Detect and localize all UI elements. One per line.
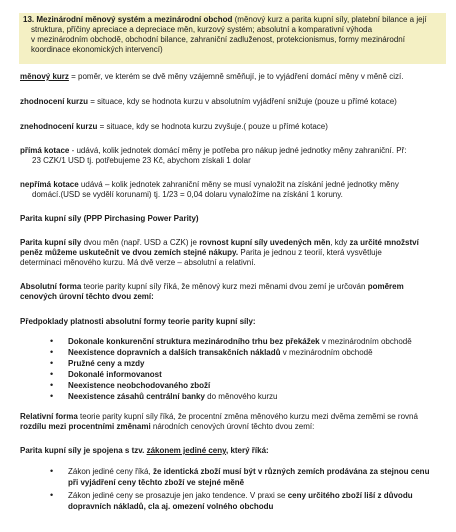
header-line-3: v mezinárodním obchodě, obchodní bilance, zahraniční zadluženost, protekcionismus, formy mezinárodní: [31, 35, 405, 44]
topic-title: 13. Mezinárodní měnový systém a mezinárodní obchod: [23, 15, 233, 24]
neprima-kotace-line-1: [20, 180, 445, 190]
zakon-list: [48, 466, 438, 512]
znehodnoceni-definition: [20, 122, 445, 132]
ppp-line-3: determinaci měnového kurzu. Má dvě verze – absolutní a relativní.: [20, 258, 256, 267]
neprima-kotace-line-2: domácí.(USD se vydělí korunami) tj. 1/23 = 0,04 dolaru vynaložíme na získání 1 koruny.: [32, 190, 343, 199]
neprima-kotace-definition: [20, 180, 445, 200]
header-line-1: [23, 15, 442, 25]
ppp-line-1: Parita kupní síly dvou měn (např. USD a CZK) je rovnost kupní síly uvedených měn, kdy za určité množství: [20, 238, 419, 247]
ppp-heading: Parita kupní síly (PPP Pirchasing Power Parity): [20, 214, 199, 223]
zhodnoceni-definition: [20, 97, 445, 107]
topic-header: [19, 13, 446, 64]
relativni-line-1: Relativní forma teorie parity kupní síly říká, že procentní změna měnového kurzu mezi dvěma zeměmi se rovná: [20, 412, 418, 421]
header-line-2: struktura, příčiny apreciace a depreciace měn, kurzový systém; absolutní a komparativní výhoda: [31, 25, 373, 34]
prima-kotace-term: přímá kotace: [20, 146, 70, 155]
menovy-kurz-text: = poměr, ve kterém se dvě měny vzájemně směňují, je to vyjádření domácí měny v měně cizí.: [68, 72, 404, 81]
menovy-kurz-definition: [20, 72, 445, 82]
absolutni-line-2: cenových úrovní těchto dvou zemí:: [20, 292, 154, 301]
prima-kotace-definition: [20, 146, 445, 166]
list-item: • Zákon jediné ceny se prosazuje jen jako tendence. V praxi se ceny určitého zboží liší z důvodu dopravních nákladů, cla aj. omezení volného obchodu: [48, 490, 438, 512]
zakon-jedine-ceny-term: zákonem jediné ceny: [146, 446, 226, 455]
prima-kotace-line-1: [20, 146, 445, 156]
absolutni-line-1: Absolutní forma teorie parity kupní síly říká, že měnový kurz mezi měnami dvou zemí je určován poměrem: [20, 282, 404, 291]
list-item: • Pružné ceny a mzdy: [48, 358, 438, 369]
list-item: • Dokonale konkurenční struktura mezinárodního trhu bez překážek v mezinárodním obchodě: [48, 336, 438, 347]
znehodnoceni-text: = situace, kdy se hodnota kurzu zvyšuje.( pouze u přímé kotace): [97, 122, 328, 131]
zakon-jedine-ceny-paragraph: Parita kupní síly je spojena s tzv. zákonem jediné ceny, který říká:: [20, 446, 269, 455]
predpoklady-list: [48, 336, 438, 402]
header-line-1-rest: (měnový kurz a parita kupní síly, platební bilance a její: [232, 15, 427, 24]
ppp-paragraph: [20, 238, 445, 268]
menovy-kurz-term: měnový kurz: [20, 72, 69, 81]
prima-kotace-line-2: 23 CZK/1 USD tj. potřebujeme 23 Kč, abychom získali 1 dolar: [32, 156, 251, 165]
absolutni-forma-paragraph: [20, 282, 445, 302]
header-line-4: koordinace ekonomických intervencí): [31, 45, 163, 54]
list-item: • Neexistence zásahů centrální banky do měnového kurzu: [48, 391, 438, 402]
prima-kotace-text: - udává, kolik jednotek domácí měny je potřeba pro nákup jedné jednotky měny zahraniční. Př:: [69, 146, 407, 155]
znehodnoceni-term: znehodnocení kurzu: [20, 122, 98, 131]
neprima-kotace-term: nepřímá kotace: [20, 180, 79, 189]
list-item: • Neexistence neobchodovaného zboží: [48, 380, 438, 391]
neprima-kotace-text: udává – kolik jednotek zahraniční měny se musí vynaložit na získání jedné jednotky měny: [78, 180, 399, 189]
list-item: • Zákon jediné ceny říká, že identická zboží musí být v různých zemích prodávána za stejnou cenu při vyjádření ceny těchto zboží ve stejné měně: [48, 466, 438, 488]
zhodnoceni-text: = situace, kdy se hodnota kurzu v absolutním vyjádření snižuje (pouze u přímé kotace): [88, 97, 397, 106]
ppp-term: Parita kupní síly: [20, 238, 82, 247]
list-item: • Neexistence dopravních a dalších transakčních nákladů v mezinárodním obchodě: [48, 347, 438, 358]
relativni-forma-paragraph: [20, 412, 445, 432]
relativni-term: Relativní forma: [20, 412, 78, 421]
list-item: • Dokonalé informovanost: [48, 369, 438, 380]
predpoklady-heading: Předpoklady platnosti absolutní formy teorie parity kupní síly:: [20, 317, 256, 326]
ppp-line-2: peněz můžeme uskutečnit ve dvou zemích stejné nákupy. Parita je jednou z teorií, která vysvětluje: [20, 248, 382, 257]
absolutni-term: Absolutní forma: [20, 282, 82, 291]
relativni-line-2: rozdílu mezi procentními změnami národních cenových úrovní těchto dvou zemí:: [20, 422, 315, 431]
zhodnoceni-term: zhodnocení kurzu: [20, 97, 88, 106]
